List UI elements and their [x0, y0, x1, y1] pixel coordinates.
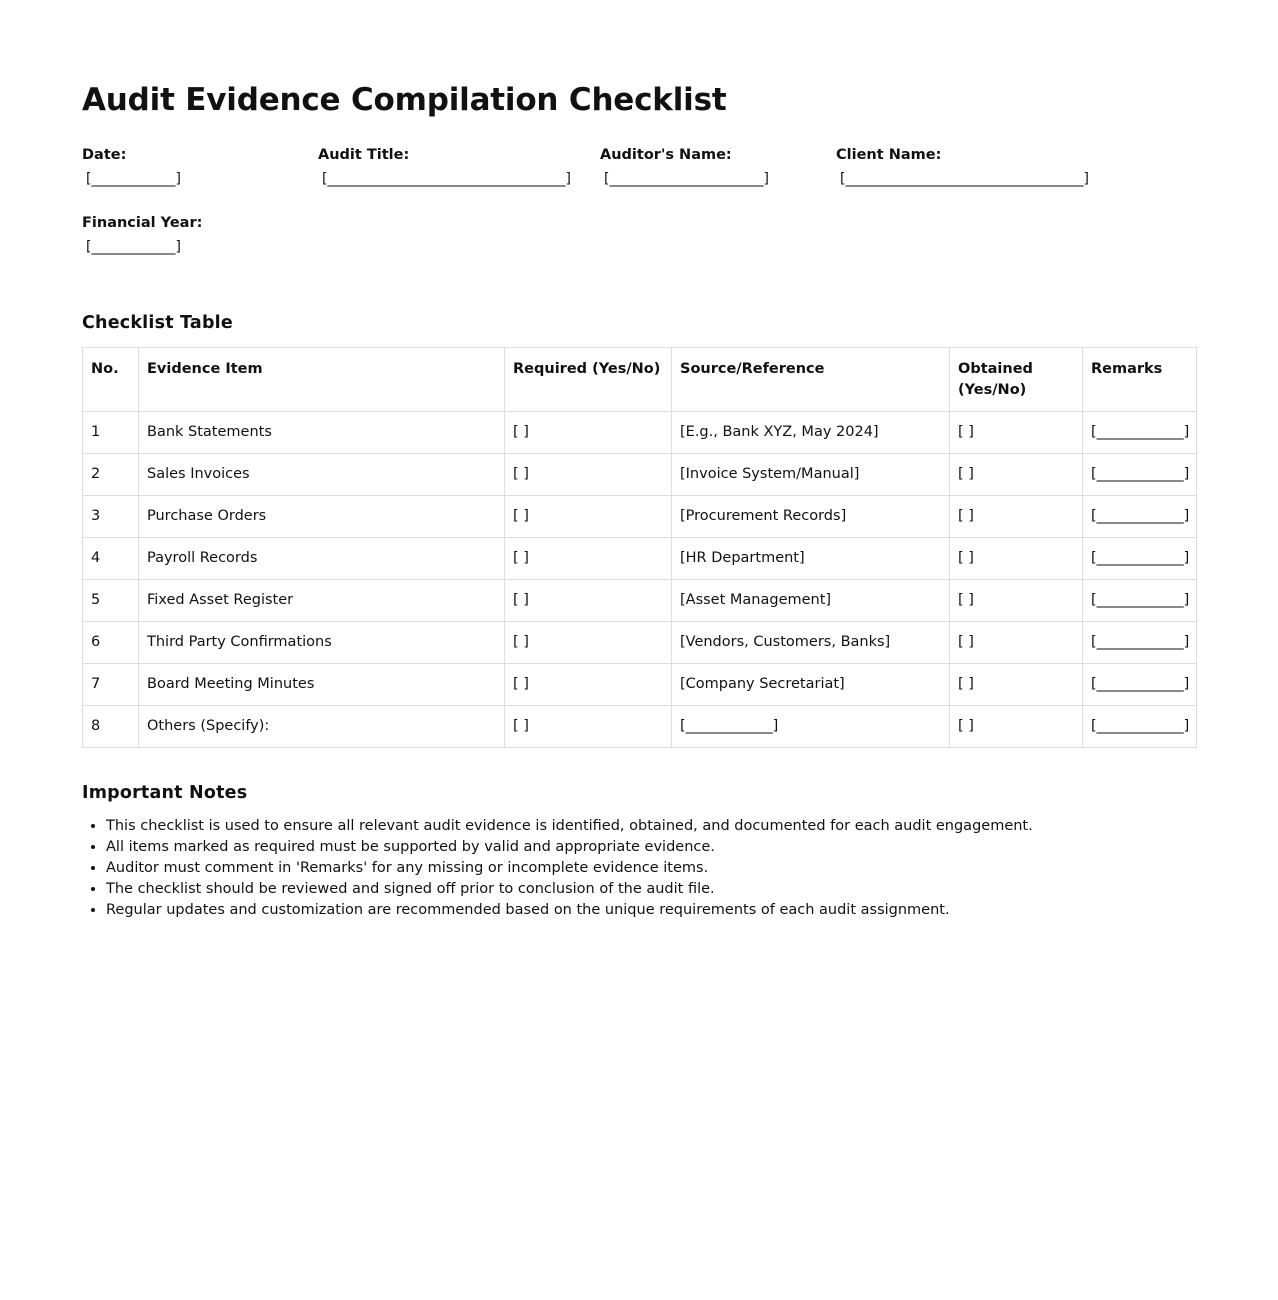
evidence-item: Others (Specify): — [139, 706, 505, 748]
required-checkbox: [ ] — [505, 454, 672, 496]
auditor-name-label: Auditor's Name: — [600, 147, 732, 163]
required-checkbox: [ ] — [505, 580, 672, 622]
note-item: • Auditor must comment in 'Remarks' for any missing or incomplete evidence items. — [106, 858, 1196, 879]
evidence-item: Fixed Asset Register — [139, 580, 505, 622]
auditor-name-blank: [______________________] — [604, 171, 769, 187]
table-row — [83, 622, 1197, 664]
remarks-blank: [____________] — [1083, 622, 1197, 664]
table-row — [83, 454, 1197, 496]
table-row — [83, 664, 1197, 706]
client-name-blank: [__________________________________] — [840, 171, 1089, 187]
column-header-required: Required (Yes/No) — [505, 348, 672, 412]
checklist-heading: Checklist Table — [82, 313, 233, 333]
row-number: 3 — [83, 496, 139, 538]
notes-heading: Important Notes — [82, 783, 248, 803]
row-number: 7 — [83, 664, 139, 706]
evidence-item: Purchase Orders — [139, 496, 505, 538]
remarks-blank: [____________] — [1083, 496, 1197, 538]
column-header-evidence-item: Evidence Item — [139, 348, 505, 412]
remarks-blank: [____________] — [1083, 706, 1197, 748]
obtained-checkbox: [ ] — [950, 580, 1083, 622]
required-checkbox: [ ] — [505, 496, 672, 538]
financial-year-field — [82, 214, 202, 256]
source-reference: [Procurement Records] — [672, 496, 950, 538]
column-header-obtained: Obtained (Yes/No) — [950, 348, 1083, 412]
client-name-field — [836, 146, 1089, 188]
evidence-item: Sales Invoices — [139, 454, 505, 496]
remarks-blank: [____________] — [1083, 664, 1197, 706]
date-blank: [____________] — [86, 171, 181, 187]
source-reference: [Vendors, Customers, Banks] — [672, 622, 950, 664]
obtained-checkbox: [ ] — [950, 454, 1083, 496]
remarks-blank: [____________] — [1083, 538, 1197, 580]
note-item: • This checklist is used to ensure all relevant audit evidence is identified, obtained, and documented for each audit engagement. — [106, 816, 1196, 837]
obtained-checkbox: [ ] — [950, 706, 1083, 748]
financial-year-blank: [____________] — [86, 239, 181, 255]
checklist-table — [82, 347, 1197, 748]
obtained-checkbox: [ ] — [950, 622, 1083, 664]
note-item: • Regular updates and customization are recommended based on the unique requirements of each audit assignment. — [106, 900, 1196, 921]
remarks-blank: [____________] — [1083, 580, 1197, 622]
row-number: 2 — [83, 454, 139, 496]
date-field — [82, 146, 181, 188]
evidence-item: Board Meeting Minutes — [139, 664, 505, 706]
required-checkbox: [ ] — [505, 622, 672, 664]
required-checkbox: [ ] — [505, 538, 672, 580]
column-header-no: No. — [83, 348, 139, 412]
row-number: 5 — [83, 580, 139, 622]
required-checkbox: [ ] — [505, 664, 672, 706]
table-row — [83, 496, 1197, 538]
column-header-source: Source/Reference — [672, 348, 950, 412]
obtained-checkbox: [ ] — [950, 412, 1083, 454]
required-checkbox: [ ] — [505, 412, 672, 454]
source-reference: [____________] — [672, 706, 950, 748]
remarks-blank: [____________] — [1083, 412, 1197, 454]
evidence-item: Bank Statements — [139, 412, 505, 454]
audit-title-field — [318, 146, 571, 188]
row-number: 1 — [83, 412, 139, 454]
table-header-row — [83, 348, 1197, 412]
required-checkbox: [ ] — [505, 706, 672, 748]
page-title: Audit Evidence Compilation Checklist — [82, 82, 727, 118]
financial-year-label: Financial Year: — [82, 215, 203, 231]
obtained-checkbox: [ ] — [950, 538, 1083, 580]
source-reference: [Asset Management] — [672, 580, 950, 622]
source-reference: [HR Department] — [672, 538, 950, 580]
source-reference: [E.g., Bank XYZ, May 2024] — [672, 412, 950, 454]
row-number: 6 — [83, 622, 139, 664]
auditor-name-field — [600, 146, 769, 188]
table-row — [83, 538, 1197, 580]
note-item: • All items marked as required must be supported by valid and appropriate evidence. — [106, 837, 1196, 858]
column-header-remarks: Remarks — [1083, 348, 1197, 412]
obtained-checkbox: [ ] — [950, 664, 1083, 706]
audit-title-blank: [__________________________________] — [322, 171, 571, 187]
notes-list — [82, 816, 1196, 921]
source-reference: [Company Secretariat] — [672, 664, 950, 706]
header-fields — [82, 146, 1196, 311]
row-number: 8 — [83, 706, 139, 748]
remarks-blank: [____________] — [1083, 454, 1197, 496]
audit-title-label: Audit Title: — [318, 147, 410, 163]
evidence-item: Third Party Confirmations — [139, 622, 505, 664]
table-row — [83, 706, 1197, 748]
row-number: 4 — [83, 538, 139, 580]
client-name-label: Client Name: — [836, 147, 942, 163]
table-row — [83, 580, 1197, 622]
table-row — [83, 412, 1197, 454]
note-item: • The checklist should be reviewed and signed off prior to conclusion of the audit file. — [106, 879, 1196, 900]
obtained-checkbox: [ ] — [950, 496, 1083, 538]
date-label: Date: — [82, 147, 127, 163]
evidence-item: Payroll Records — [139, 538, 505, 580]
source-reference: [Invoice System/Manual] — [672, 454, 950, 496]
